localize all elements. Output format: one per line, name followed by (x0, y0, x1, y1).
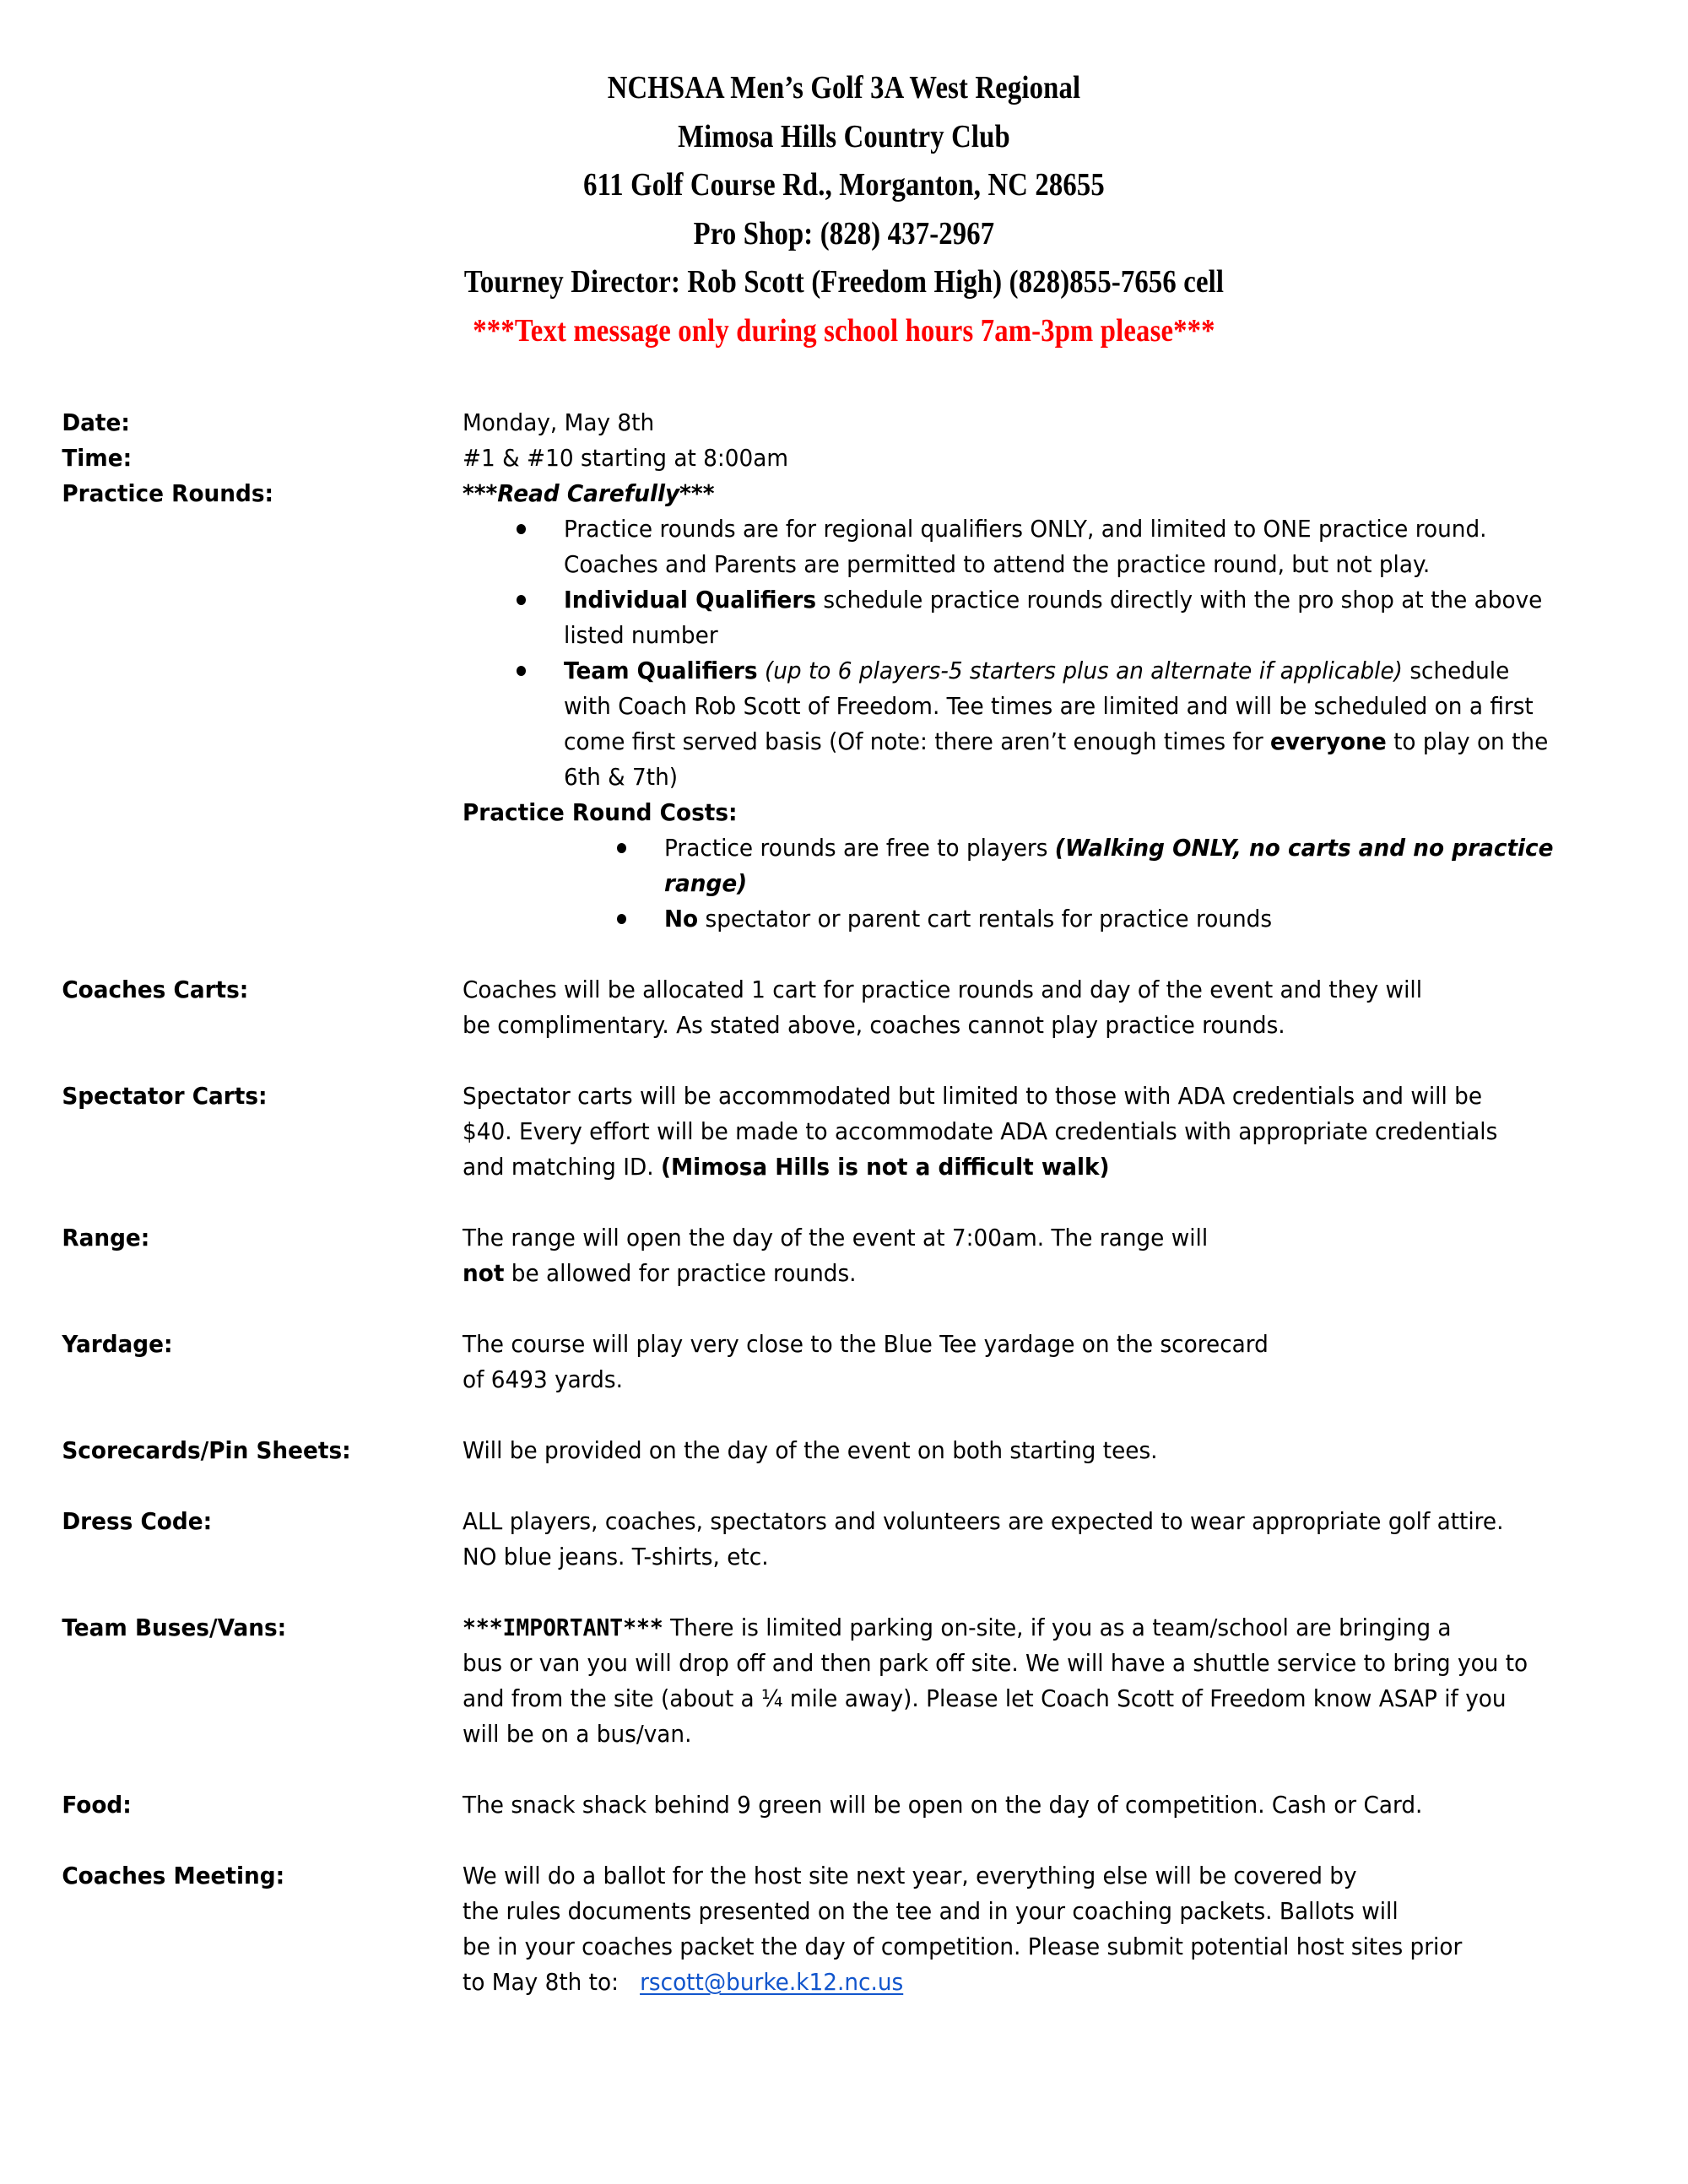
important-tag: ***IMPORTANT*** (463, 1614, 663, 1641)
document-body (0, 405, 1688, 2000)
row-spectator-carts: Spectator Carts: Spectator carts will be accommodated but limited to those with ADA credentials and will be $40. Every effort will be made to accommodate ADA credentials with appropriate credentials and matching ID. (Mimosa Hills is not a difficult walk) (0, 1078, 1688, 1185)
practice-rules-list (463, 511, 1636, 795)
venue-address: 611 Golf Course Rd., Morganton, NC 28655 (583, 167, 1105, 203)
row-coaches-meeting: Coaches Meeting: We will do a ballot for the host site next year, everything else will be covered by the rules documents presented on the tee and in your coaching packets. Ballots will be in your coaches packet the day of competition. Please submit potential host sites prior to May 8th to: rscott@burke.k12.nc.us (0, 1858, 1688, 2000)
row-coaches-carts: Coaches Carts: Coaches will be allocated 1 cart for practice rounds and day of the event and they will be complimentary. As stated above, coaches cannot play practice rounds. (0, 972, 1688, 1043)
date-label: Date: (62, 408, 130, 436)
read-carefully-note: ***Read Carefully*** (463, 479, 715, 507)
row-yardage: Yardage: The course will play very close to the Blue Tee yardage on the scorecard of 6493 yards. (0, 1327, 1688, 1397)
range-label: Range: (62, 1224, 150, 1251)
scorecards-label: Scorecards/Pin Sheets: (62, 1436, 351, 1464)
bullet-icon (617, 914, 626, 924)
dress-code-label: Dress Code: (62, 1507, 213, 1535)
time-value: #1 & #10 starting at 8:00am (463, 444, 789, 472)
venue-name: Mimosa Hills Country Club (678, 118, 1010, 154)
bullet-icon (517, 524, 526, 534)
spectator-carts-label: Spectator Carts: (62, 1082, 268, 1110)
bullet-icon (517, 595, 526, 605)
bullet-icon (617, 843, 626, 853)
pro-shop-phone: Pro Shop: (828) 437-2967 (693, 215, 995, 251)
list-item: Team Qualifiers (up to 6 players-5 starters plus an alternate if applicable) schedule with Coach Rob Scott of Freedom. Tee times are limited and will be scheduled on a first come first served basis (Of note: there aren’t enough times for everyone to play on the 6th & 7th) (463, 653, 1636, 795)
row-date (0, 405, 1688, 441)
list-item: Practice rounds are free to players (Walking ONLY, no carts and no practice range) (463, 830, 1636, 901)
row-scorecards: Scorecards/Pin Sheets: Will be provided on the day of the event on both starting tees. (0, 1433, 1688, 1468)
row-range: Range: The range will open the day of the event at 7:00am. The range will not be allowed for practice rounds. (0, 1220, 1688, 1291)
row-team-buses: Team Buses/Vans: ***IMPORTANT*** There is limited parking on-site, if you as a team/school are bringing a bus or van you will drop off and then park off site. We will have a shuttle service to bring you to and from the site (about a ¼ mile away). Please let Coach Scott of Freedom know ASAP if you will be on a bus/van. (0, 1610, 1688, 1752)
practice-costs-list (463, 830, 1636, 937)
food-label: Food: (62, 1791, 132, 1819)
row-practice-rounds (0, 476, 1688, 937)
yardage-label: Yardage: (62, 1330, 173, 1358)
list-item: Practice rounds are for regional qualifiers ONLY, and limited to ONE practice round. Coaches and Parents are permitted to attend the practice round, but not play. (463, 511, 1636, 582)
time-label: Time: (62, 444, 133, 472)
event-title: NCHSAA Men’s Golf 3A West Regional (607, 70, 1081, 105)
practice-round-costs-heading: Practice Round Costs: (463, 798, 738, 826)
row-time (0, 441, 1688, 476)
coaches-carts-label: Coaches Carts: (62, 976, 249, 1003)
row-dress-code: Dress Code: ALL players, coaches, spectators and volunteers are expected to wear appropriate golf attire. NO blue jeans. T-shirts, etc. (0, 1504, 1688, 1575)
list-item: Individual Qualifiers schedule practice rounds directly with the pro shop at the above listed number (463, 582, 1636, 653)
team-buses-label: Team Buses/Vans: (62, 1614, 287, 1641)
row-food: Food: The snack shack behind 9 green will be open on the day of competition. Cash or Card. (0, 1787, 1688, 1823)
bullet-icon (517, 666, 526, 676)
list-item: No spectator or parent cart rentals for practice rounds (463, 901, 1636, 937)
tourney-director: Tourney Director: Rob Scott (Freedom High) (828)855-7656 cell (463, 264, 1225, 300)
text-message-notice: ***Text message only during school hours 7am-3pm please*** (473, 312, 1215, 349)
email-link[interactable]: rscott@burke.k12.nc.us (640, 1968, 904, 1996)
practice-rounds-label: Practice Rounds: (62, 479, 274, 507)
document-header (0, 64, 1688, 355)
date-value: Monday, May 8th (463, 408, 655, 436)
coaches-meeting-label: Coaches Meeting: (62, 1862, 285, 1889)
